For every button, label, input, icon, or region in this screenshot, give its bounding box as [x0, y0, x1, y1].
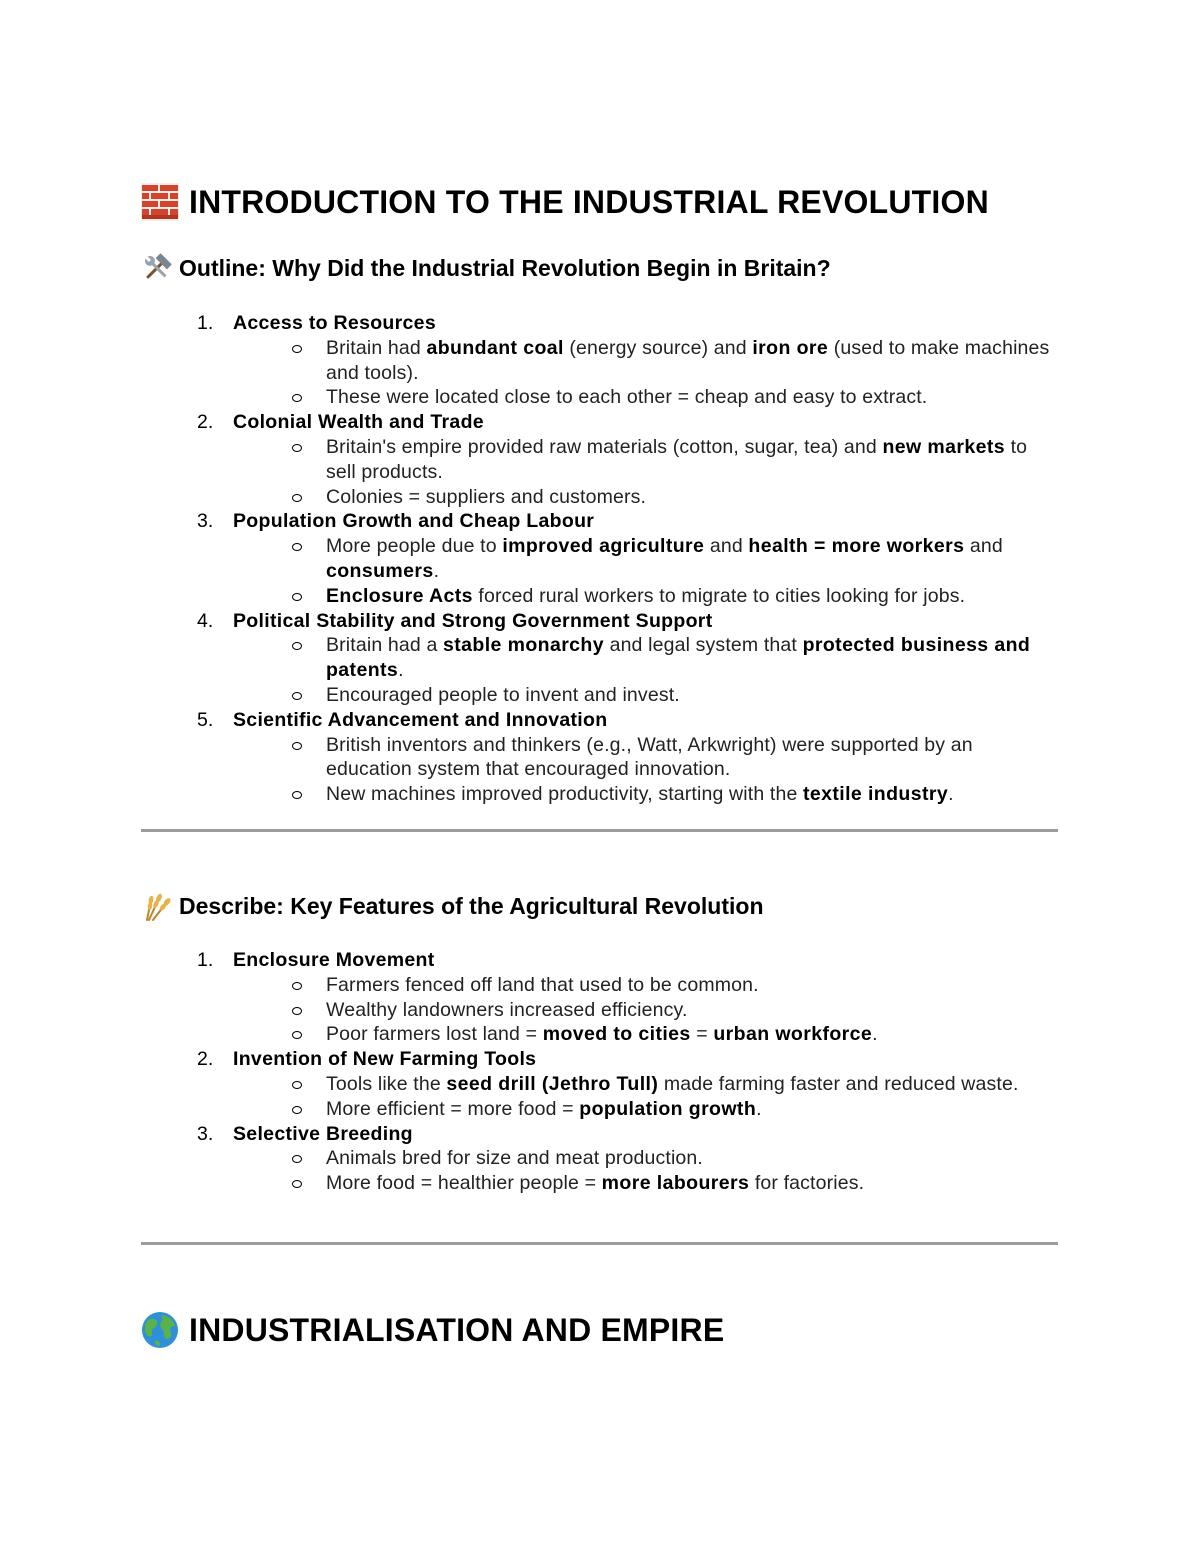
list-item-title: Scientific Advancement and Innovation: [233, 708, 608, 731]
text: Animals bred for size and meat production.: [326, 1147, 703, 1170]
sub-bullet-item: [0, 534, 1200, 584]
list-item-title: Political Stability and Strong Government Support: [233, 609, 713, 632]
text: .: [398, 659, 404, 682]
sub-bullet-item: [0, 782, 1200, 807]
bold-text: abundant coal: [426, 336, 564, 359]
sub-bullet-item: [0, 998, 1200, 1023]
wheat-icon: [141, 890, 173, 922]
bold-text: consumers: [326, 559, 434, 582]
list-number: 3.: [197, 1122, 214, 1145]
text: to sell products.: [326, 435, 1028, 483]
text: =: [690, 1023, 714, 1046]
text: and legal system that: [604, 634, 803, 657]
outline-list: [0, 311, 1200, 807]
list-item-heading: [0, 1122, 1200, 1147]
list-item-heading: [0, 509, 1200, 534]
sub-bullet-item: [0, 485, 1200, 510]
bold-text: health = more workers: [748, 535, 965, 558]
text: More food = healthier people =: [326, 1172, 602, 1195]
horizontal-rule: [141, 829, 1058, 832]
text: .: [756, 1097, 762, 1120]
bold-text: protected business and patents: [326, 634, 1031, 682]
text: Colonies = suppliers and customers.: [326, 485, 647, 508]
list-item: [0, 509, 1200, 608]
hollow-bullet-icon: [292, 494, 302, 502]
describe-list: [0, 948, 1200, 1196]
text: Encouraged people to invent and invest.: [326, 683, 680, 706]
sub-bullet-item: [0, 633, 1200, 683]
list-item: [0, 708, 1200, 807]
list-item: [0, 609, 1200, 708]
sub-bullet-item: [0, 385, 1200, 410]
section-title: INTRODUCTION TO THE INDUSTRIAL REVOLUTION: [189, 183, 989, 220]
sub-bullet-item: [0, 1097, 1200, 1122]
bold-text: moved to cities: [542, 1023, 691, 1046]
list-item-heading: [0, 410, 1200, 435]
text: More people due to: [326, 535, 503, 558]
sub-bullet-item: [0, 973, 1200, 998]
list-item-title: Invention of New Farming Tools: [233, 1048, 537, 1071]
sub-bullet-item: [0, 683, 1200, 708]
globe-icon: [141, 1311, 179, 1349]
hollow-bullet-icon: [292, 742, 302, 750]
list-item-title: Population Growth and Cheap Labour: [233, 510, 595, 533]
text: Britain's empire provided raw materials (cotton, sugar, tea) and: [326, 435, 883, 458]
bold-text: stable monarchy: [443, 634, 604, 657]
list-item-heading: [0, 948, 1200, 973]
hollow-bullet-icon: [292, 593, 302, 601]
list-item: [0, 948, 1200, 1047]
outline-heading: [141, 252, 831, 284]
list-item-title: Colonial Wealth and Trade: [233, 411, 484, 434]
list-item-heading: [0, 609, 1200, 634]
list-item-title: Selective Breeding: [233, 1122, 413, 1145]
text: .: [948, 783, 954, 806]
hollow-bullet-icon: [292, 345, 302, 353]
text: and: [704, 535, 749, 558]
section-heading-industrial-revolution: [141, 183, 989, 221]
list-item: [0, 311, 1200, 410]
list-item-heading: [0, 311, 1200, 336]
sub-bullet-item: [0, 435, 1200, 485]
text: Wealthy landowners increased efficiency.: [326, 998, 688, 1021]
sub-bullet-item: [0, 1171, 1200, 1196]
section-heading-industrialisation-empire: [141, 1311, 724, 1349]
text: .: [433, 559, 440, 582]
text: made farming faster and reduced waste.: [658, 1072, 1019, 1095]
text: and: [964, 535, 1003, 558]
list-number: 4.: [197, 609, 214, 632]
bold-text: more labourers: [601, 1172, 750, 1195]
text: .: [872, 1023, 878, 1046]
text: New machines improved productivity, starting with the: [326, 783, 804, 806]
list-item: [0, 1047, 1200, 1121]
bold-text: urban workforce: [713, 1023, 873, 1046]
text: Farmers fenced off land that used to be common.: [326, 973, 759, 996]
outline-title: Outline: Why Did the Industrial Revolution Begin in Britain?: [179, 254, 831, 281]
text: British inventors and thinkers (e.g., Watt, Arkwright) were supported by an education system that encouraged innovation.: [326, 733, 973, 781]
sub-bullet-item: [0, 1022, 1200, 1047]
section-title: INDUSTRIALISATION AND EMPIRE: [189, 1311, 725, 1348]
list-item-heading: [0, 708, 1200, 733]
text: (used to make machines and tools).: [326, 336, 1050, 384]
list-number: 3.: [197, 510, 214, 533]
describe-title: Describe: Key Features of the Agricultural Revolution: [179, 892, 764, 919]
bold-text: Enclosure Acts: [326, 584, 473, 607]
list-item-title: Access to Resources: [233, 312, 436, 334]
text: for factories.: [749, 1172, 865, 1195]
list-number: 5.: [197, 708, 214, 731]
bold-text: population growth: [579, 1097, 757, 1120]
hollow-bullet-icon: [292, 1155, 302, 1163]
hollow-bullet-icon: [292, 1081, 302, 1089]
text: More efficient = more food =: [326, 1097, 580, 1120]
text: These were located close to each other = cheap and easy to extract.: [326, 386, 928, 409]
brick-icon: [141, 183, 179, 221]
hollow-bullet-icon: [292, 394, 302, 402]
sub-bullet-item: [0, 733, 1200, 783]
describe-heading: [141, 890, 764, 922]
hollow-bullet-icon: [292, 543, 302, 551]
list-item-title: Enclosure Movement: [233, 949, 435, 971]
sub-bullet-item: [0, 1072, 1200, 1097]
hollow-bullet-icon: [292, 791, 302, 799]
bold-text: iron ore: [752, 336, 829, 359]
bold-text: textile industry: [803, 783, 949, 806]
hollow-bullet-icon: [292, 444, 302, 452]
hollow-bullet-icon: [292, 1180, 302, 1188]
sub-bullet-item: [0, 1146, 1200, 1171]
list-number: 1.: [197, 312, 214, 334]
sub-bullet-item: [0, 584, 1200, 609]
bold-text: improved agriculture: [502, 535, 705, 558]
text: forced rural workers to migrate to cities looking for jobs.: [472, 584, 966, 607]
hollow-bullet-icon: [292, 642, 302, 650]
text: (energy source) and: [563, 336, 753, 359]
horizontal-rule: [141, 1242, 1058, 1245]
list-item: [0, 1122, 1200, 1196]
hollow-bullet-icon: [292, 982, 302, 990]
hollow-bullet-icon: [292, 1031, 302, 1039]
list-number: 1.: [197, 949, 214, 971]
text: Britain had: [326, 336, 427, 359]
list-item: [0, 410, 1200, 509]
hollow-bullet-icon: [292, 692, 302, 700]
text: Poor farmers lost land =: [326, 1023, 543, 1046]
hollow-bullet-icon: [292, 1007, 302, 1015]
bold-text: new markets: [882, 435, 1006, 458]
text: Tools like the: [326, 1072, 447, 1095]
bold-text: seed drill (Jethro Tull): [446, 1072, 659, 1095]
list-number: 2.: [197, 411, 214, 434]
hollow-bullet-icon: [292, 1106, 302, 1114]
hammer-wrench-icon: [141, 252, 173, 284]
sub-bullet-item: [0, 336, 1200, 386]
list-item-heading: [0, 1047, 1200, 1072]
list-number: 2.: [197, 1048, 214, 1071]
text: Britain had a: [326, 634, 444, 657]
